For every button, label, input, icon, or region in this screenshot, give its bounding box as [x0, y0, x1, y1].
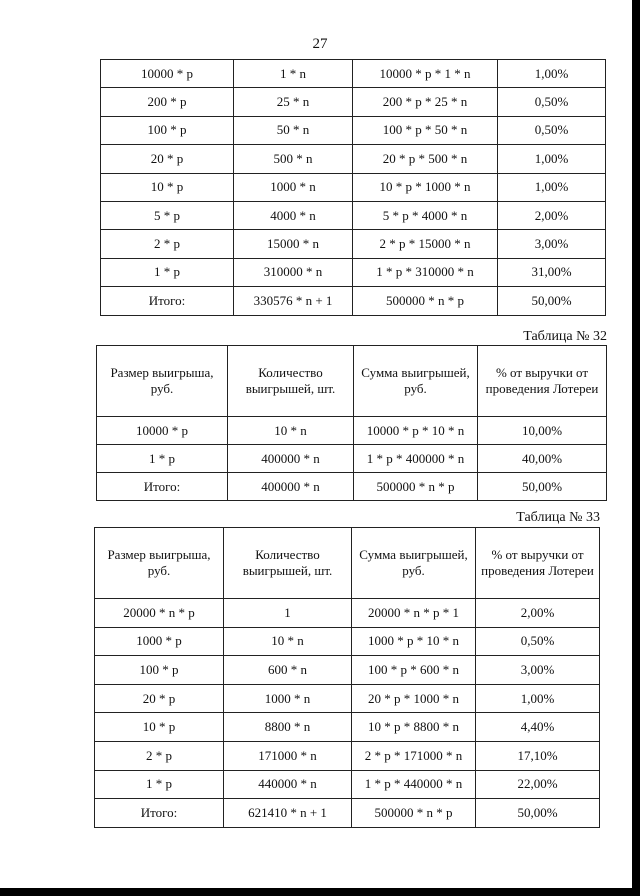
table-cell: 100 * p: [101, 116, 234, 144]
table-cell: 2,00%: [476, 599, 600, 628]
table-cell: 2 * p * 171000 * n: [352, 741, 476, 770]
table-cell: 400000 * n: [228, 445, 354, 473]
table-cell: 100 * p: [95, 656, 224, 685]
table-row: [95, 770, 600, 799]
table-row: [95, 741, 600, 770]
table-cell: Итого:: [97, 473, 228, 501]
table-cell: 5 * p: [101, 201, 234, 229]
table-cell: 1,00%: [476, 684, 600, 713]
table-cell: 2 * p: [101, 230, 234, 258]
table-cell: 10000 * p * 1 * n: [353, 60, 498, 88]
column-header: % от выручки от проведения Лотереи: [478, 346, 607, 417]
table-cell: 10 * n: [228, 417, 354, 445]
table-cell: Итого:: [95, 799, 224, 828]
table-total-row: [101, 287, 606, 315]
table-cell: 500000 * n * p: [353, 287, 498, 315]
table-cell: 22,00%: [476, 770, 600, 799]
table-cell: 621410 * n + 1: [224, 799, 352, 828]
table-row: [95, 656, 600, 685]
table-cell: 10 * p * 8800 * n: [352, 713, 476, 742]
table-cell: 1 * p: [101, 258, 234, 286]
table-cell: 1 * p * 440000 * n: [352, 770, 476, 799]
table-cell: 200 * p * 25 * n: [353, 88, 498, 116]
column-header: Сумма выигрышей, руб.: [352, 528, 476, 599]
table-cell: 40,00%: [478, 445, 607, 473]
table-cell: 1000 * n: [234, 173, 353, 201]
table-32: [96, 345, 607, 501]
table-row: [101, 145, 606, 173]
table-cell: 500000 * n * p: [354, 473, 478, 501]
table-body: [97, 417, 607, 501]
table-cell: 500000 * n * p: [352, 799, 476, 828]
table-row: [97, 417, 607, 445]
table-header-row: [97, 346, 607, 417]
table-row: [101, 230, 606, 258]
table-cell: 1 * n: [234, 60, 353, 88]
table-cell: 10 * p: [95, 713, 224, 742]
table-row: [101, 116, 606, 144]
table-cell: 20 * p: [95, 684, 224, 713]
table-cell: 10 * p * 1000 * n: [353, 173, 498, 201]
table-cell: 1 * p * 310000 * n: [353, 258, 498, 286]
table-cell: 5 * p * 4000 * n: [353, 201, 498, 229]
table-cell: 171000 * n: [224, 741, 352, 770]
column-header: % от выручки от проведения Лотереи: [476, 528, 600, 599]
table-cell: 200 * p: [101, 88, 234, 116]
table-cell: 20000 * n * p * 1: [352, 599, 476, 628]
table-cell: 1,00%: [498, 60, 606, 88]
table-total-row: [97, 473, 607, 501]
table-cell: 100 * p * 600 * n: [352, 656, 476, 685]
table-cell: 2,00%: [498, 201, 606, 229]
table-cell: 25 * n: [234, 88, 353, 116]
table-cell: 15000 * n: [234, 230, 353, 258]
column-header: Размер выигрыша, руб.: [97, 346, 228, 417]
table-cell: 500 * n: [234, 145, 353, 173]
table-cell: 10000 * p: [101, 60, 234, 88]
table-cell: 2 * p * 15000 * n: [353, 230, 498, 258]
table-cell: 10 * p: [101, 173, 234, 201]
table-cell: 1,00%: [498, 173, 606, 201]
table-cell: 310000 * n: [234, 258, 353, 286]
table-cell: 4,40%: [476, 713, 600, 742]
table-cell: 1000 * p * 10 * n: [352, 627, 476, 656]
table-body: [95, 599, 600, 828]
table-row: [95, 684, 600, 713]
table-cell: 50 * n: [234, 116, 353, 144]
table-cell: 330576 * n + 1: [234, 287, 353, 315]
table-cell: 20000 * n * p: [95, 599, 224, 628]
table-cell: 4000 * n: [234, 201, 353, 229]
table-33-caption: Таблица № 33: [516, 510, 600, 525]
table-cell: 8800 * n: [224, 713, 352, 742]
table-cell: 0,50%: [476, 627, 600, 656]
table-row: [95, 627, 600, 656]
table-cell: 10 * n: [224, 627, 352, 656]
table-cell: 10,00%: [478, 417, 607, 445]
table-33: [94, 527, 600, 828]
table-cell: 50,00%: [478, 473, 607, 501]
table-cell: 20 * p * 1000 * n: [352, 684, 476, 713]
table-row: [101, 60, 606, 88]
table-row: [101, 88, 606, 116]
table-row: [101, 173, 606, 201]
table-cell: 10000 * p * 10 * n: [354, 417, 478, 445]
column-header: Размер выигрыша, руб.: [95, 528, 224, 599]
table-row: [101, 258, 606, 286]
table-cell: 1: [224, 599, 352, 628]
column-header: Сумма выигрышей, руб.: [354, 346, 478, 417]
table-header-row: [95, 528, 600, 599]
table-header: [97, 346, 607, 417]
table-cell: 1000 * n: [224, 684, 352, 713]
table-cell: 1 * p * 400000 * n: [354, 445, 478, 473]
table-cell: 100 * p * 50 * n: [353, 116, 498, 144]
table-continued: [100, 59, 606, 316]
table-total-row: [95, 799, 600, 828]
table-32-caption: Таблица № 32: [523, 329, 607, 344]
table-cell: 1000 * p: [95, 627, 224, 656]
table-cell: 20 * p: [101, 145, 234, 173]
table-cell: 17,10%: [476, 741, 600, 770]
table-cell: 50,00%: [476, 799, 600, 828]
table-cell: 10000 * p: [97, 417, 228, 445]
table-cell: 2 * p: [95, 741, 224, 770]
table-cell: 1 * p: [95, 770, 224, 799]
table-cell: 600 * n: [224, 656, 352, 685]
table-cell: 20 * p * 500 * n: [353, 145, 498, 173]
table-cell: 1 * p: [97, 445, 228, 473]
table-cell: 50,00%: [498, 287, 606, 315]
table-body: [101, 60, 606, 316]
table-header: [95, 528, 600, 599]
column-header: Количество выигрышей, шт.: [228, 346, 354, 417]
table-row: [101, 201, 606, 229]
table-cell: 3,00%: [498, 230, 606, 258]
table-cell: Итого:: [101, 287, 234, 315]
table-cell: 0,50%: [498, 116, 606, 144]
table-row: [97, 445, 607, 473]
page-number: 27: [312, 36, 328, 52]
table-cell: 400000 * n: [228, 473, 354, 501]
table-cell: 440000 * n: [224, 770, 352, 799]
table-row: [95, 713, 600, 742]
table-cell: 3,00%: [476, 656, 600, 685]
table-cell: 0,50%: [498, 88, 606, 116]
column-header: Количество выигрышей, шт.: [224, 528, 352, 599]
table-row: [95, 599, 600, 628]
table-cell: 31,00%: [498, 258, 606, 286]
table-cell: 1,00%: [498, 145, 606, 173]
